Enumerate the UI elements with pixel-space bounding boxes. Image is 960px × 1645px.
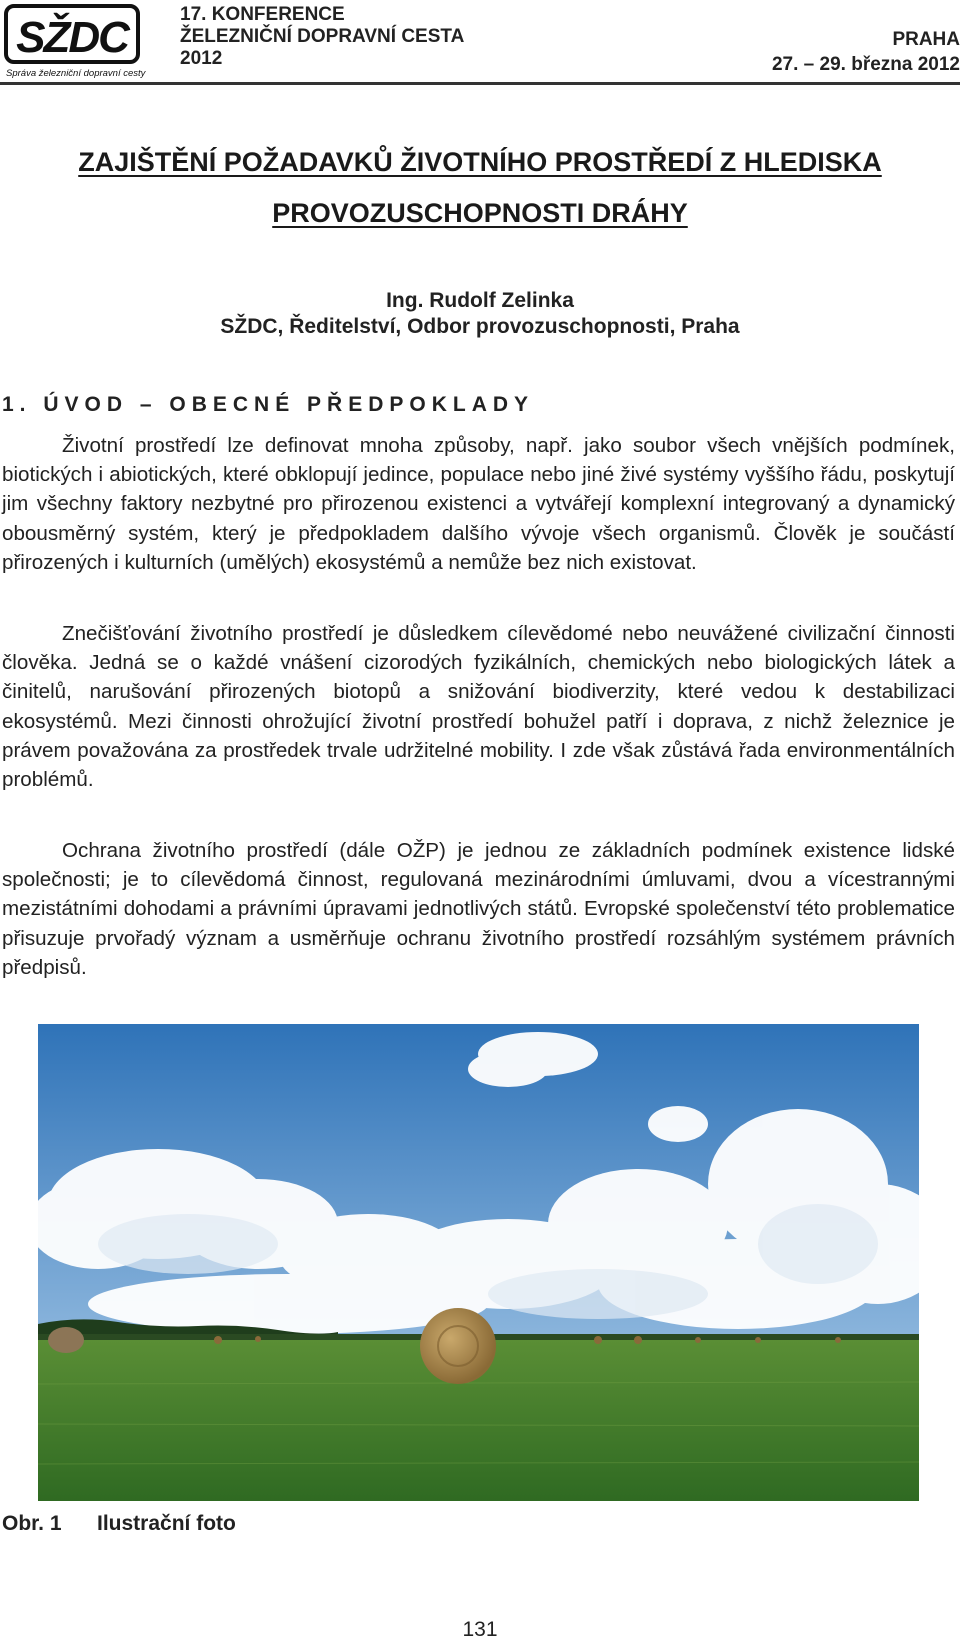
article-title-line-1: ZAJIŠTĚNÍ POŽADAVKŮ ŽIVOTNÍHO PROSTŘEDÍ Z HLEDISKA: [78, 147, 882, 177]
section-heading: 1. ÚVOD – OBECNÉ PŘEDPOKLADY: [2, 393, 535, 416]
figure-caption-text: Ilustrační foto: [97, 1512, 236, 1535]
body-paragraph: Životní prostředí lze definovat mnoha způsoby, např. jako soubor všech vnějších podmínek, biotických i abiotických, které obklopují jedince, populace nebo jiné živé systémy vyššího řádu, poskytují jim všechny faktory nezbytné pro přirozenou existenci a vytvářejí komplexní integrovaný a dynamický obousměrný systém, který je předpokladem dalšího vývoje všech organismů. Člověk je součástí přirozených i kulturních (umělých) ekosystémů a nemůže bez nich existovat.: [2, 434, 955, 574]
author-affiliation: SŽDC, Ředitelství, Odbor provozuschopnosti, Praha: [220, 315, 740, 338]
body-paragraph: Znečišťování životního prostředí je důsledkem cílevědomé nebo neuvážené civilizační činnosti člověka. Jedná se o každé vnášení cizorodých fyzikálních, chemických nebo biologických látek a činitelů, narušování přirozených biotopů a snižování biodiverzity, které vedou k destabilizaci ekosystémů. Mezi činnosti ohrožující životní prostředí bohužel patří i doprava, z nichž železnice je právem považována za prostředek trvale udržitelné mobility. I zde však zůstává řada environmentálních problémů.: [2, 622, 955, 792]
conference-location: [660, 27, 960, 77]
conference-info: [180, 4, 464, 70]
body-paragraph: Ochrana životního prostředí (dále OŽP) je jednou ze základních podmínek existence lidské společnosti; je to cílevědomá činnost, regulovaná mezinárodními úmluvami, dvou a vícestrannými mezistátními dohodami a právními úpravami jednotlivých států. Evropské společenství této problematice přisuzuje prvořadý význam a usměrňuje ochranu životního prostředí rozsáhlým systémem právních předpisů.: [2, 839, 955, 979]
conference-name: ŽELEZNIČNÍ DOPRAVNÍ CESTA: [180, 26, 465, 47]
conference-city: PRAHA: [892, 29, 960, 50]
figure-caption: [2, 1512, 236, 1536]
article-title-line-2: PROVOZUSCHOPNOSTI DRÁHY: [272, 198, 688, 228]
figure-label: Obr. 1: [2, 1512, 62, 1535]
page-header: [0, 0, 960, 86]
conference-year: 2012: [180, 48, 223, 69]
szdc-logo: [4, 2, 146, 80]
conference-number: 17. KONFERENCE: [180, 4, 345, 25]
author-name: Ing. Rudolf Zelinka: [386, 289, 574, 312]
conference-dates: 27. – 29. března 2012: [771, 54, 960, 75]
illustration-photo: [38, 1024, 919, 1501]
svg-text:SŽDC: SŽDC: [16, 13, 128, 62]
header-divider: [0, 82, 960, 85]
svg-text:Správa železniční dopravní ces: Správa železniční dopravní cesty: [6, 68, 146, 79]
page-number: 131: [462, 1618, 498, 1641]
